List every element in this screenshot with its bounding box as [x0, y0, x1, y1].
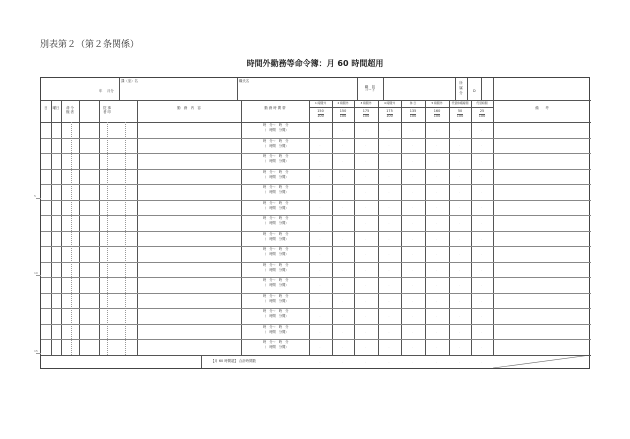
rate-cell-dot: · — [342, 127, 343, 132]
margin-tick — [36, 198, 41, 199]
row-duration: （ 時間 分間） — [263, 298, 289, 303]
rate-cell-dot: · — [436, 252, 437, 257]
rate-cell-dot: · — [481, 252, 482, 257]
rate-col-label: 2 時間外 — [337, 101, 349, 105]
rate-cell-dot: · — [412, 298, 413, 303]
rate-cell-dot: · — [436, 220, 437, 225]
row-time-range: 時 分～ 時 分 — [263, 231, 289, 236]
rate-cell-dot: · — [388, 158, 390, 163]
rate-cell-dot: · — [459, 267, 460, 272]
rate-cell-dot: · — [342, 158, 343, 163]
rate-cell-dot: · — [319, 267, 321, 272]
rate-cell-dot: · — [342, 298, 343, 303]
d-label: D — [473, 89, 476, 93]
rate-cell-dot: · — [365, 189, 366, 194]
rate-cell-dot: · — [481, 127, 482, 132]
rate-cell-dot: · — [481, 298, 482, 303]
row-time-range: 時 分～ 時 分 — [263, 340, 289, 345]
rate-cell-dot: · — [412, 345, 413, 350]
rate-cell-dot: · — [459, 345, 460, 350]
col-weekday-header: 曜日 — [52, 106, 60, 110]
rate-denominator: 100 — [433, 114, 441, 118]
col-day-header: 日 — [44, 106, 48, 110]
total-hours-label: 【月 60 時間超】 合計時間数 — [211, 359, 256, 363]
rate-cell-dot: · — [319, 158, 321, 163]
rate-cell-dot: · — [412, 252, 413, 257]
rate-cell-dot: · — [459, 236, 460, 241]
rate-cell-dot: · — [388, 252, 390, 257]
rate-cell-dot: · — [436, 127, 437, 132]
rate-cell-dot: · — [459, 314, 460, 319]
row-duration: （ 時間 分間） — [263, 252, 289, 257]
row-time-range: 時 分～ 時 分 — [263, 309, 289, 314]
rate-cell-dot: · — [388, 283, 390, 288]
rate-cell-dot: · — [412, 143, 413, 148]
rate-col-label: 休 日 — [409, 101, 417, 105]
rate-col-label: 代替休暇時間 — [451, 101, 469, 105]
rate-cell-dot: · — [342, 174, 343, 179]
rate-cell-dot: · — [365, 345, 366, 350]
table-row-divider — [41, 153, 591, 154]
row-duration: （ 時間 分間） — [263, 314, 289, 319]
total-cell-dot: · — [365, 360, 366, 364]
rate-numerator: 175 — [362, 109, 370, 113]
col-content-header: 勤 務 内 容 — [177, 106, 201, 110]
row-duration: （ 時間 分間） — [263, 267, 289, 272]
row-time-range: 時 分～ 時 分 — [263, 138, 289, 143]
rate-numerator: 25 — [479, 109, 485, 113]
row-duration: （ 時間 分間） — [263, 236, 289, 241]
rate-denominator: 100 — [386, 114, 393, 118]
rate-cell-dot: · — [319, 283, 321, 288]
total-cell-dot: · — [319, 360, 321, 364]
total-cell-dot: · — [342, 360, 343, 364]
rate-cell-dot: · — [342, 205, 343, 210]
rate-denominator: 100 — [409, 114, 417, 118]
rate-cell-dot: · — [459, 127, 460, 132]
col-worker-header: 従 事 者 印 — [103, 106, 111, 115]
rate-cell-dot: · — [436, 283, 437, 288]
col-remarks-header: 備 考 — [535, 106, 549, 110]
row-time-range: 時 分～ 時 分 — [263, 185, 289, 190]
rate-numerator: 150 — [317, 109, 324, 113]
rate-cell-dot: · — [436, 236, 437, 241]
rate-cell-dot: · — [481, 220, 482, 225]
rate-cell-dot: · — [319, 252, 321, 257]
rate-cell-dot: · — [388, 143, 390, 148]
rate-cell-dot: · — [436, 189, 437, 194]
document-caption: 別表第２（第２条関係） — [40, 40, 140, 50]
rate-col-label: 3 時間外 — [360, 101, 372, 105]
rate-cell-dot: · — [342, 252, 343, 257]
rate-cell-dot: · — [342, 314, 343, 319]
margin-tick — [36, 275, 41, 276]
rate-numerator: 50 — [457, 109, 463, 113]
rate-denominator: 100 — [478, 114, 486, 118]
rate-cell-dot: · — [319, 220, 321, 225]
table-row-divider — [41, 200, 591, 201]
rate-cell-dot: · — [342, 283, 343, 288]
remarks-diagonal-strike — [493, 355, 591, 368]
rate-col-label: 5 時間外 — [431, 101, 443, 105]
rate-cell-dot: · — [412, 314, 413, 319]
rate-col-label: 代替時間 — [476, 101, 488, 105]
rate-cell-dot: · — [365, 252, 366, 257]
table-row-divider — [41, 293, 591, 294]
rate-cell-dot: · — [481, 189, 482, 194]
table-row-divider — [41, 184, 591, 185]
rate-cell-dot: · — [436, 329, 437, 334]
margin-tick-number: 5 — [34, 193, 36, 198]
rate-cell-dot: · — [365, 127, 366, 132]
rate-cell-dot: · — [388, 298, 390, 303]
rate-cell-dot: · — [342, 143, 343, 148]
rate-cell-dot: · — [412, 189, 413, 194]
rate-cell-dot: · — [481, 158, 482, 163]
rate-denominator: 100 — [456, 114, 464, 118]
rate-cell-dot: · — [412, 329, 413, 334]
rate-cell-dot: · — [388, 127, 390, 132]
table-row-divider — [41, 169, 591, 170]
section-name-label: 課（室）名 — [121, 79, 138, 83]
rate-cell-dot: · — [481, 314, 482, 319]
rate-cell-dot: · — [481, 143, 482, 148]
rate-cell-dot: · — [436, 267, 437, 272]
rate-cell-dot: · — [459, 143, 460, 148]
margin-tick — [36, 353, 41, 354]
rate-cell-dot: · — [459, 158, 460, 163]
row-duration: （ 時間 分間） — [263, 128, 289, 132]
rate-cell-dot: · — [342, 267, 343, 272]
row-duration: （ 時間 分間） — [263, 174, 289, 179]
rate-denominator: 100 — [317, 114, 324, 118]
rate-cell-dot: · — [319, 314, 321, 319]
row-duration: （ 時間 分間） — [263, 205, 289, 210]
rate-cell-dot: · — [388, 236, 390, 241]
rate-cell-dot: · — [388, 314, 390, 319]
rate-cell-dot: · — [365, 236, 366, 241]
row-duration: （ 時間 分間） — [263, 345, 289, 350]
staff-code-label: 職 員 コード — [364, 85, 376, 93]
rate-cell-dot: · — [459, 220, 460, 225]
month-label: 月分 — [107, 89, 114, 93]
row-time-range: 時 分～ 時 分 — [263, 262, 289, 267]
table-row-divider — [41, 262, 591, 263]
rate-cell-dot: · — [388, 329, 390, 334]
rate-cell-dot: · — [459, 189, 460, 194]
rate-numerator: 150 — [339, 109, 347, 113]
rate-cell-dot: · — [319, 205, 321, 210]
total-cell-dot: · — [412, 360, 413, 364]
rate-cell-dot: · — [342, 189, 343, 194]
rate-cell-dot: · — [342, 345, 343, 350]
rate-cell-dot: · — [459, 283, 460, 288]
rate-cell-dot: · — [412, 236, 413, 241]
rate-cell-dot: · — [365, 314, 366, 319]
rate-cell-dot: · — [365, 329, 366, 334]
rate-cell-dot: · — [436, 298, 437, 303]
rate-cell-dot: · — [388, 189, 390, 194]
row-time-range: 時 分～ 時 分 — [263, 278, 289, 283]
rate-cell-dot: · — [319, 189, 321, 194]
rate-denominator: 100 — [362, 114, 370, 118]
rate-cell-dot: · — [481, 205, 482, 210]
table-row-divider — [41, 339, 591, 340]
row-duration: （ 時間 分間） — [263, 143, 289, 148]
margin-tick-number: 15 — [34, 349, 38, 353]
rate-cell-dot: · — [319, 127, 321, 132]
table-row-divider — [41, 324, 591, 325]
total-cell-dot: · — [481, 360, 482, 364]
row-time-range: 時 分～ 時 分 — [263, 200, 289, 205]
rate-cell-dot: · — [459, 252, 460, 257]
rate-cell-dot: · — [459, 174, 460, 179]
rate-cell-dot: · — [365, 267, 366, 272]
rate-cell-dot: · — [436, 143, 437, 148]
rate-cell-dot: · — [319, 329, 321, 334]
total-cell-dot: · — [388, 360, 390, 364]
row-time-range: 時 分～ 時 分 — [263, 123, 289, 127]
row-duration: （ 時間 分間） — [263, 283, 289, 288]
rate-cell-dot: · — [365, 283, 366, 288]
total-cell-dot: · — [436, 360, 437, 364]
rate-cell-dot: · — [459, 205, 460, 210]
rate-cell-dot: · — [481, 329, 482, 334]
rate-cell-dot: · — [459, 298, 460, 303]
rate-cell-dot: · — [388, 174, 390, 179]
table-row-divider — [41, 231, 591, 232]
table-row-divider — [41, 246, 591, 247]
table-row-divider — [41, 308, 591, 309]
rate-cell-dot: · — [481, 236, 482, 241]
rate-col-label: 4 時間外 — [383, 101, 396, 105]
table-row-divider — [41, 138, 591, 139]
rate-cell-dot: · — [319, 143, 321, 148]
rate-col-label: 1 時間外 — [314, 101, 327, 105]
rate-cell-dot: · — [436, 345, 437, 350]
total-cell-dot: · — [459, 360, 460, 364]
row-time-range: 時 分～ 時 分 — [263, 247, 289, 252]
rate-cell-dot: · — [436, 205, 437, 210]
rate-numerator: 175 — [386, 109, 393, 113]
rate-cell-dot: · — [342, 329, 343, 334]
rate-cell-dot: · — [365, 158, 366, 163]
row-time-range: 時 分～ 時 分 — [263, 216, 289, 221]
rate-cell-dot: · — [319, 236, 321, 241]
rate-numerator: 135 — [409, 109, 417, 113]
table-row-divider — [41, 277, 591, 278]
rate-cell-dot: · — [342, 236, 343, 241]
rate-cell-dot: · — [412, 283, 413, 288]
rate-cell-dot: · — [342, 220, 343, 225]
rate-cell-dot: · — [388, 205, 390, 210]
rate-cell-dot: · — [388, 220, 390, 225]
margin-tick-number: 10 — [34, 271, 38, 276]
rate-cell-dot: · — [412, 174, 413, 179]
rate-cell-dot: · — [365, 220, 366, 225]
document-title: 時間外勤務等命令簿：月 60 時間超用 — [246, 59, 384, 68]
rate-cell-dot: · — [412, 127, 413, 132]
col-orderer-header: 命 令 権 者 — [66, 106, 74, 115]
rate-cell-dot: · — [459, 329, 460, 334]
rate-cell-dot: · — [365, 143, 366, 148]
rate-cell-dot: · — [412, 205, 413, 210]
rate-cell-dot: · — [365, 174, 366, 179]
rate-cell-dot: · — [388, 345, 390, 350]
overtime-ledger-table — [40, 77, 590, 369]
rate-cell-dot: · — [319, 298, 321, 303]
rate-cell-dot: · — [365, 298, 366, 303]
row-duration: （ 時間 分間） — [263, 329, 289, 334]
rate-cell-dot: · — [481, 345, 482, 350]
year-label: 年 — [99, 89, 103, 93]
row-duration: （ 時間 分間） — [263, 159, 289, 164]
row-time-range: 時 分～ 時 分 — [263, 293, 289, 298]
rate-cell-dot: · — [481, 283, 482, 288]
row-time-range: 時 分～ 時 分 — [263, 154, 289, 159]
rate-cell-dot: · — [365, 205, 366, 210]
rate-cell-dot: · — [412, 158, 413, 163]
rate-cell-dot: · — [436, 174, 437, 179]
rate-cell-dot: · — [319, 174, 321, 179]
row-time-range: 時 分～ 時 分 — [263, 324, 289, 329]
rate-cell-dot: · — [481, 267, 482, 272]
rate-numerator: 160 — [433, 109, 441, 113]
rate-denominator: 100 — [339, 114, 347, 118]
table-row-divider — [41, 215, 591, 216]
rate-cell-dot: · — [412, 220, 413, 225]
dept-division-label: 所 属 分 — [459, 81, 463, 96]
rate-cell-dot: · — [436, 314, 437, 319]
rate-cell-dot: · — [319, 345, 321, 350]
rate-cell-dot: · — [436, 158, 437, 163]
staff-name-label: 職氏名 — [239, 79, 250, 83]
col-timeband-header: 勤 務 時 間 帯 — [264, 106, 286, 110]
row-duration: （ 時間 分間） — [263, 221, 289, 226]
rate-cell-dot: · — [388, 267, 390, 272]
rate-cell-dot: · — [412, 267, 413, 272]
rate-cell-dot: · — [481, 174, 482, 179]
row-time-range: 時 分～ 時 分 — [263, 169, 289, 174]
row-duration: （ 時間 分間） — [263, 190, 289, 195]
